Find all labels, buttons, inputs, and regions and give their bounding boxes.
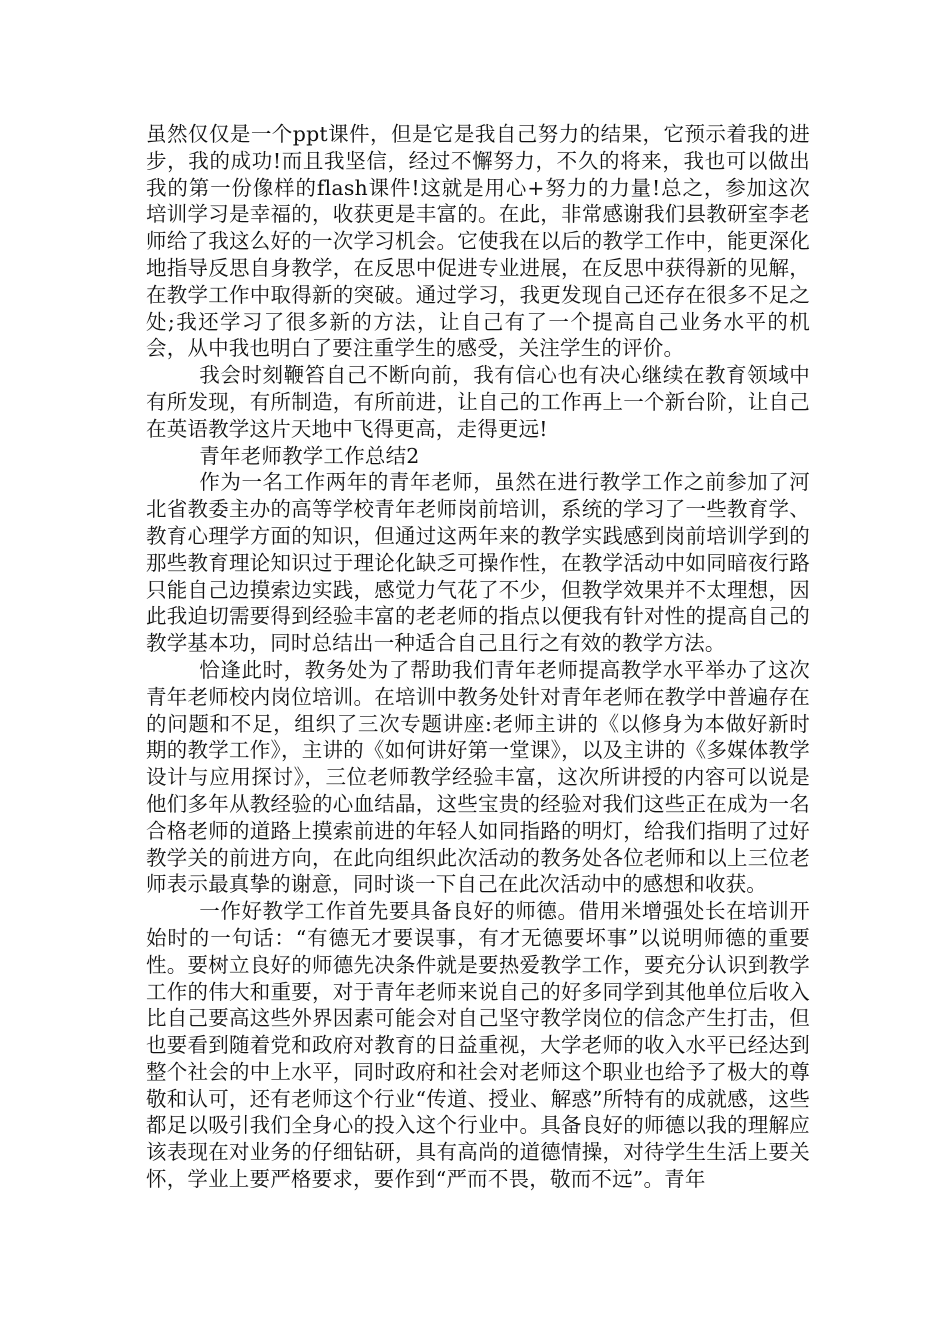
paragraph-1: 虽然仅仅是一个ppt课件，但是它是我自己努力的结果，它预示着我的进步，我的成功!而且我坚信，经过不懈努力，不久的将来，我也可以做出我的第一份像样的flash课件!这就是用心+努力的力量!总之，参加这次培训学习是幸福的，收获更是丰富的。在此，非常感谢我们县教研室李老师给了我这么好的一次学习机会。它使我在以后的教学工作中，能更深化地指导反思自身教学，在反思中促进专业进展，在反思中获得新的见解，在教学工作中取得新的突破。通过学习，我更发现自己还存在很多不足之处;我还学习了很多新的方法，让自己有了一个提高自己业务水平的机会，从中我也明白了要注重学生的感受，关注学生的评价。 — [146, 122, 810, 361]
section-heading: 青年老师教学工作总结2 — [199, 443, 420, 468]
paragraph-5: 一作好教学工作首先要具备良好的师德。借用米增强处长在培训开始时的一句话：“有德无才要误事，有才无德要坏事”以说明师德的重要性。要树立良好的师德先决条件就是要热爱教学工作，要充分认识到教学工作的伟大和重要，对于青年老师来说自己的好多同学到其他单位后收入比自己要高这些外界因素可能会对自己坚守教学岗位的信念产生打击，但也要看到随着党和政府对教育的日益重视，大学老师的收入水平已经达到整个社会的中上水平，同时政府和社会对老师这个职业也给予了极大的尊敬和认可，还有老师这个行业“传道、授业、解惑”所特有的成就感，这些都足以吸引我们全身心的投入这个行业中。具备良好的师德以我的理解应该表现在对业务的仔细钻研，具有高尚的道德情操，对待学生生活上要关怀，学业上要严格要求，要作到“严而不畏，敬而不远”。青年 — [146, 899, 810, 1192]
paragraph-4: 恰逢此时，教务处为了帮助我们青年老师提高教学水平举办了这次青年老师校内岗位培训。在培训中教务处针对青年老师在教学中普遍存在的问题和不足，组织了三次专题讲座:老师主讲的《以修身为本做好新时期的教学工作》，主讲的《如何讲好第一堂课》，以及主讲的《多媒体教学设计与应用探讨》，三位老师教学经验丰富，这次所讲授的内容可以说是他们多年从教经验的心血结晶，这些宝贵的经验对我们这些正在成为一名合格老师的道路上摸索前进的年轻人如同指路的明灯，给我们指明了过好教学关的前进方向，在此向组织此次活动的教务处各位老师和以上三位老师表示最真挚的谢意，同时谈一下自己在此次活动中的感想和收获。 — [146, 657, 810, 897]
paragraph-2: 我会时刻鞭笞自己不断向前，我有信心也有决心继续在教育领域中有所发现，有所制造，有所前进，让自己的工作再上一个新台阶，让自己在英语教学这片天地中飞得更高，走得更远! — [146, 363, 810, 441]
paragraph-3: 作为一名工作两年的青年老师，虽然在进行教学工作之前参加了河北省教委主办的高等学校青年老师岗前培训，系统的学习了一些教育学、教育心理学方面的知识，但通过这两年来的教学实践感到岗前培训学到的那些教育理论知识过于理论化缺乏可操作性，在教学活动中如同暗夜行路只能自己边摸索边实践，感觉力气花了不少，但教学效果并不太理想，因此我迫切需要得到经验丰富的老老师的指点以便我有针对性的提高自己的教学基本功，同时总结出一种适合自己且行之有效的教学方法。 — [146, 470, 810, 656]
document-body — [146, 121, 810, 1193]
